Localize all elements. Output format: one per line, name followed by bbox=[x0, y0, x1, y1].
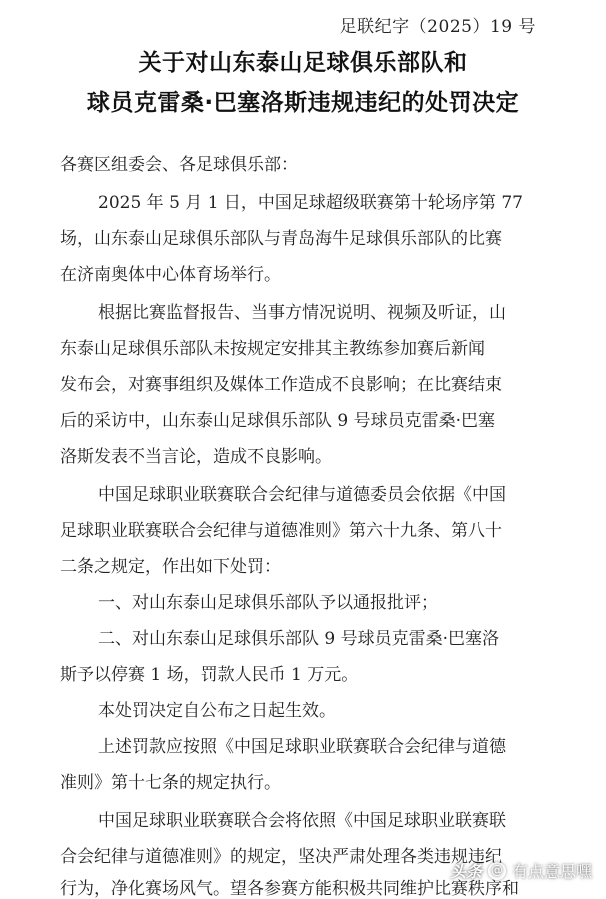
watermark-account: 有点意思嘿 bbox=[511, 862, 592, 881]
body-line: 中国足球职业联赛联合会纪律与道德委员会依据《中国 bbox=[98, 485, 506, 505]
body-line: 斯予以停赛 1 场，罚款人民币 1 万元。 bbox=[60, 665, 359, 685]
body-line: 中国足球职业联赛联合会将依照《中国足球职业联赛联 bbox=[98, 811, 506, 831]
body-line: 场，山东泰山足球俱乐部队与青岛海牛足球俱乐部队的比赛 bbox=[60, 229, 502, 249]
penalty-item-2: 二、对山东泰山足球俱乐部队 9 号球员克雷桑·巴塞洛 bbox=[98, 629, 500, 649]
body-line: 后的采访中，山东泰山足球俱乐部队 9 号球员克雷桑·巴塞 bbox=[60, 411, 496, 431]
body-line: 发布会，对赛事组织及媒体工作造成不良影响；在比赛结束 bbox=[60, 375, 502, 395]
watermark-source: 头条 bbox=[449, 862, 482, 881]
penalty-item-1: 一、对山东泰山足球俱乐部队予以通报批评； bbox=[98, 593, 438, 613]
body-line: 洛斯发表不当言论，造成不良影响。 bbox=[60, 447, 332, 467]
body-line: 东泰山足球俱乐部队未按规定安排其主教练参加赛后新闻 bbox=[60, 339, 485, 359]
body-line: 上述罚款应按照《中国足球职业联赛联合会纪律与道德 bbox=[98, 737, 506, 757]
body-line: 行为，净化赛场风气。望各参赛方能积极共同维护比赛秩序和 bbox=[60, 879, 519, 899]
body-line: 在济南奥体中心体育场举行。 bbox=[60, 265, 281, 285]
body-line: 2025 年 5 月 1 日，中国足球超级联赛第十轮场序第 77 bbox=[98, 193, 523, 213]
effective-statement: 本处罚决定自公布之日起生效。 bbox=[98, 701, 336, 721]
body-line: 合会纪律与道德准则》的规定，坚决严肃处理各类违规违纪 bbox=[60, 847, 502, 867]
body-line: 根据比赛监督报告、当事方情况说明、视频及听证，山 bbox=[98, 303, 506, 323]
document-title-line-2: 球员克雷桑·巴塞洛斯违规违纪的处罚决定 bbox=[86, 90, 520, 116]
watermark bbox=[450, 859, 592, 882]
body-line: 准则》第十七条的规定执行。 bbox=[60, 773, 281, 793]
body-line: 二条之规定，作出如下处罚： bbox=[60, 557, 281, 577]
document-number: 足联纪字（2025）19 号 bbox=[339, 17, 536, 37]
at-icon: @ bbox=[488, 862, 506, 880]
salutation: 各赛区组委会、各足球俱乐部： bbox=[60, 155, 298, 175]
document-title-line-1: 关于对山东泰山足球俱乐部队和 bbox=[138, 50, 468, 76]
body-line: 足球职业联赛联合会纪律与道德准则》第六十九条、第八十 bbox=[60, 521, 502, 541]
